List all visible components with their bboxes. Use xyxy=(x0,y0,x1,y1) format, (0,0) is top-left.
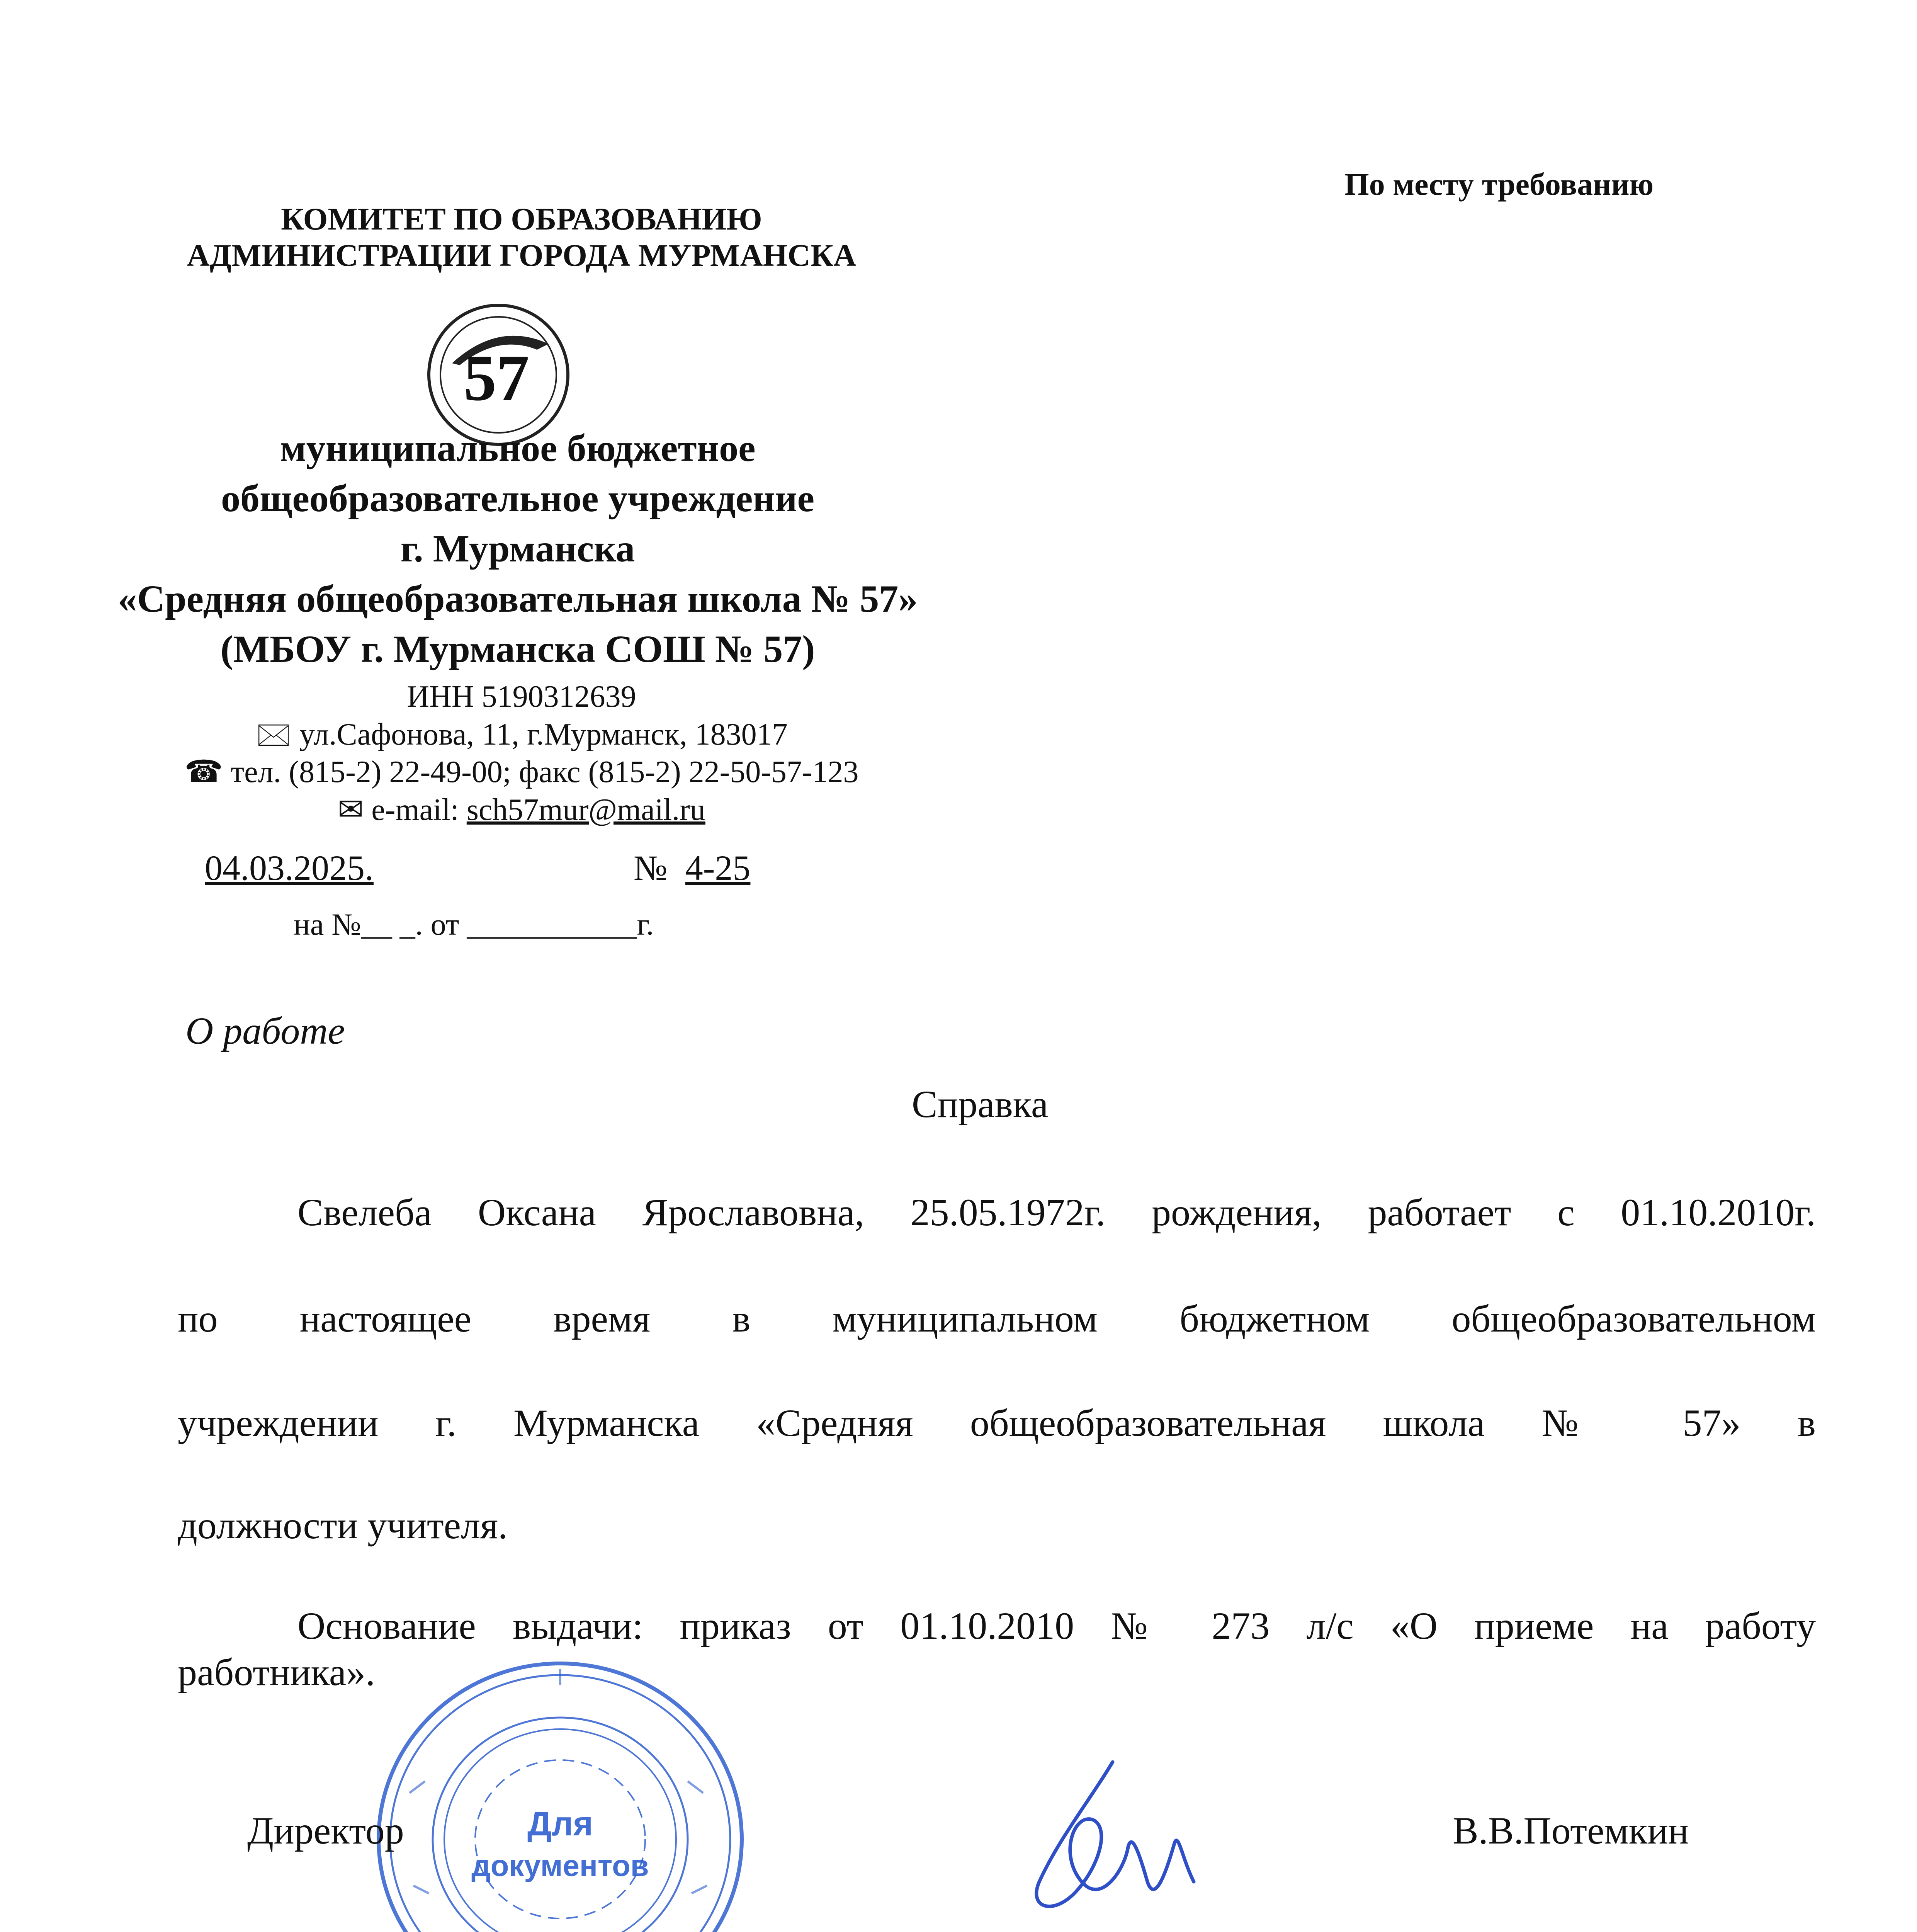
school-line-4: «Средняя общеобразовательная школа № 57» xyxy=(117,577,918,620)
school-line-5: (МБОУ г. Мурманска СОШ № 57) xyxy=(220,628,815,670)
school-name-block xyxy=(50,423,985,674)
inn-line: ИНН 5190312639 xyxy=(407,680,636,714)
doc-number-row xyxy=(634,846,750,889)
doc-date-row xyxy=(205,846,374,889)
stamp-center-line-1: Для xyxy=(527,1804,593,1843)
committee-line-2: АДМИНИСТРАЦИИ ГОРОДА МУРМАНСКА xyxy=(187,238,857,273)
body-line-1: Свелеба Оксана Ярославовна, 25.05.1972г. рождения, работает с 01.10.2010г. xyxy=(297,1191,1816,1234)
body-line-4: должности учителя. xyxy=(178,1504,508,1547)
committee-line-1: КОМИТЕТ ПО ОБРАЗОВАНИЮ xyxy=(281,201,762,236)
subject: О работе xyxy=(185,1009,345,1052)
handwritten-signature xyxy=(1012,1754,1213,1932)
official-stamp xyxy=(371,1654,749,1932)
contacts-block xyxy=(97,678,947,829)
basis-line-2: работника». xyxy=(178,1651,376,1694)
phone-text: тел. (815-2) 22-49-00; факс (815-2) 22-50-57-123 xyxy=(231,755,859,789)
body-line-2: по настоящее время в муниципальном бюджетном общеобразовательном xyxy=(178,1297,1816,1340)
committee-header xyxy=(97,201,947,274)
stamp-center-line-2: документов xyxy=(471,1849,649,1883)
signatory-position: Директор xyxy=(247,1809,404,1852)
stamp-seal-icon xyxy=(371,1654,749,1932)
email-prefix: e-mail: xyxy=(371,793,467,827)
signatory-name: В.В.Потемкин xyxy=(1453,1809,1689,1852)
mail-icon: ✉ xyxy=(338,793,364,827)
signature-icon xyxy=(1012,1754,1213,1932)
body-line-3: учреждении г. Мурманска «Средняя общеобразовательная школа № 57» в xyxy=(178,1401,1816,1444)
logo-number: 57 xyxy=(464,342,529,414)
basis-line-1: Основание выдачи: приказ от 01.10.2010 № 273 л/с «О приеме на работу xyxy=(297,1604,1816,1647)
school-line-3: г. Мурманска xyxy=(400,527,635,570)
doc-number-sign: № xyxy=(634,848,668,888)
document-title: Справка xyxy=(912,1083,1049,1126)
phone-line xyxy=(97,753,947,791)
email-line xyxy=(97,791,947,829)
doc-number: 4-25 xyxy=(685,848,751,888)
school-line-1: муниципальное бюджетное xyxy=(280,427,756,469)
address-text: ул.Сафонова, 11, г.Мурманск, 183017 xyxy=(299,717,788,752)
address-line xyxy=(97,716,947,754)
phone-icon: ☎ xyxy=(184,755,223,789)
doc-date: 04.03.2025. xyxy=(205,848,374,888)
addressee: По месту требованию xyxy=(1344,167,1654,202)
envelope-icon: 🖂 xyxy=(255,717,292,752)
email-link[interactable]: sch57mur@mail.ru xyxy=(466,793,705,827)
doc-reference: на №__ _. от ___________г. xyxy=(294,908,654,942)
school-line-2: общеобразовательное учреждение xyxy=(221,477,814,520)
